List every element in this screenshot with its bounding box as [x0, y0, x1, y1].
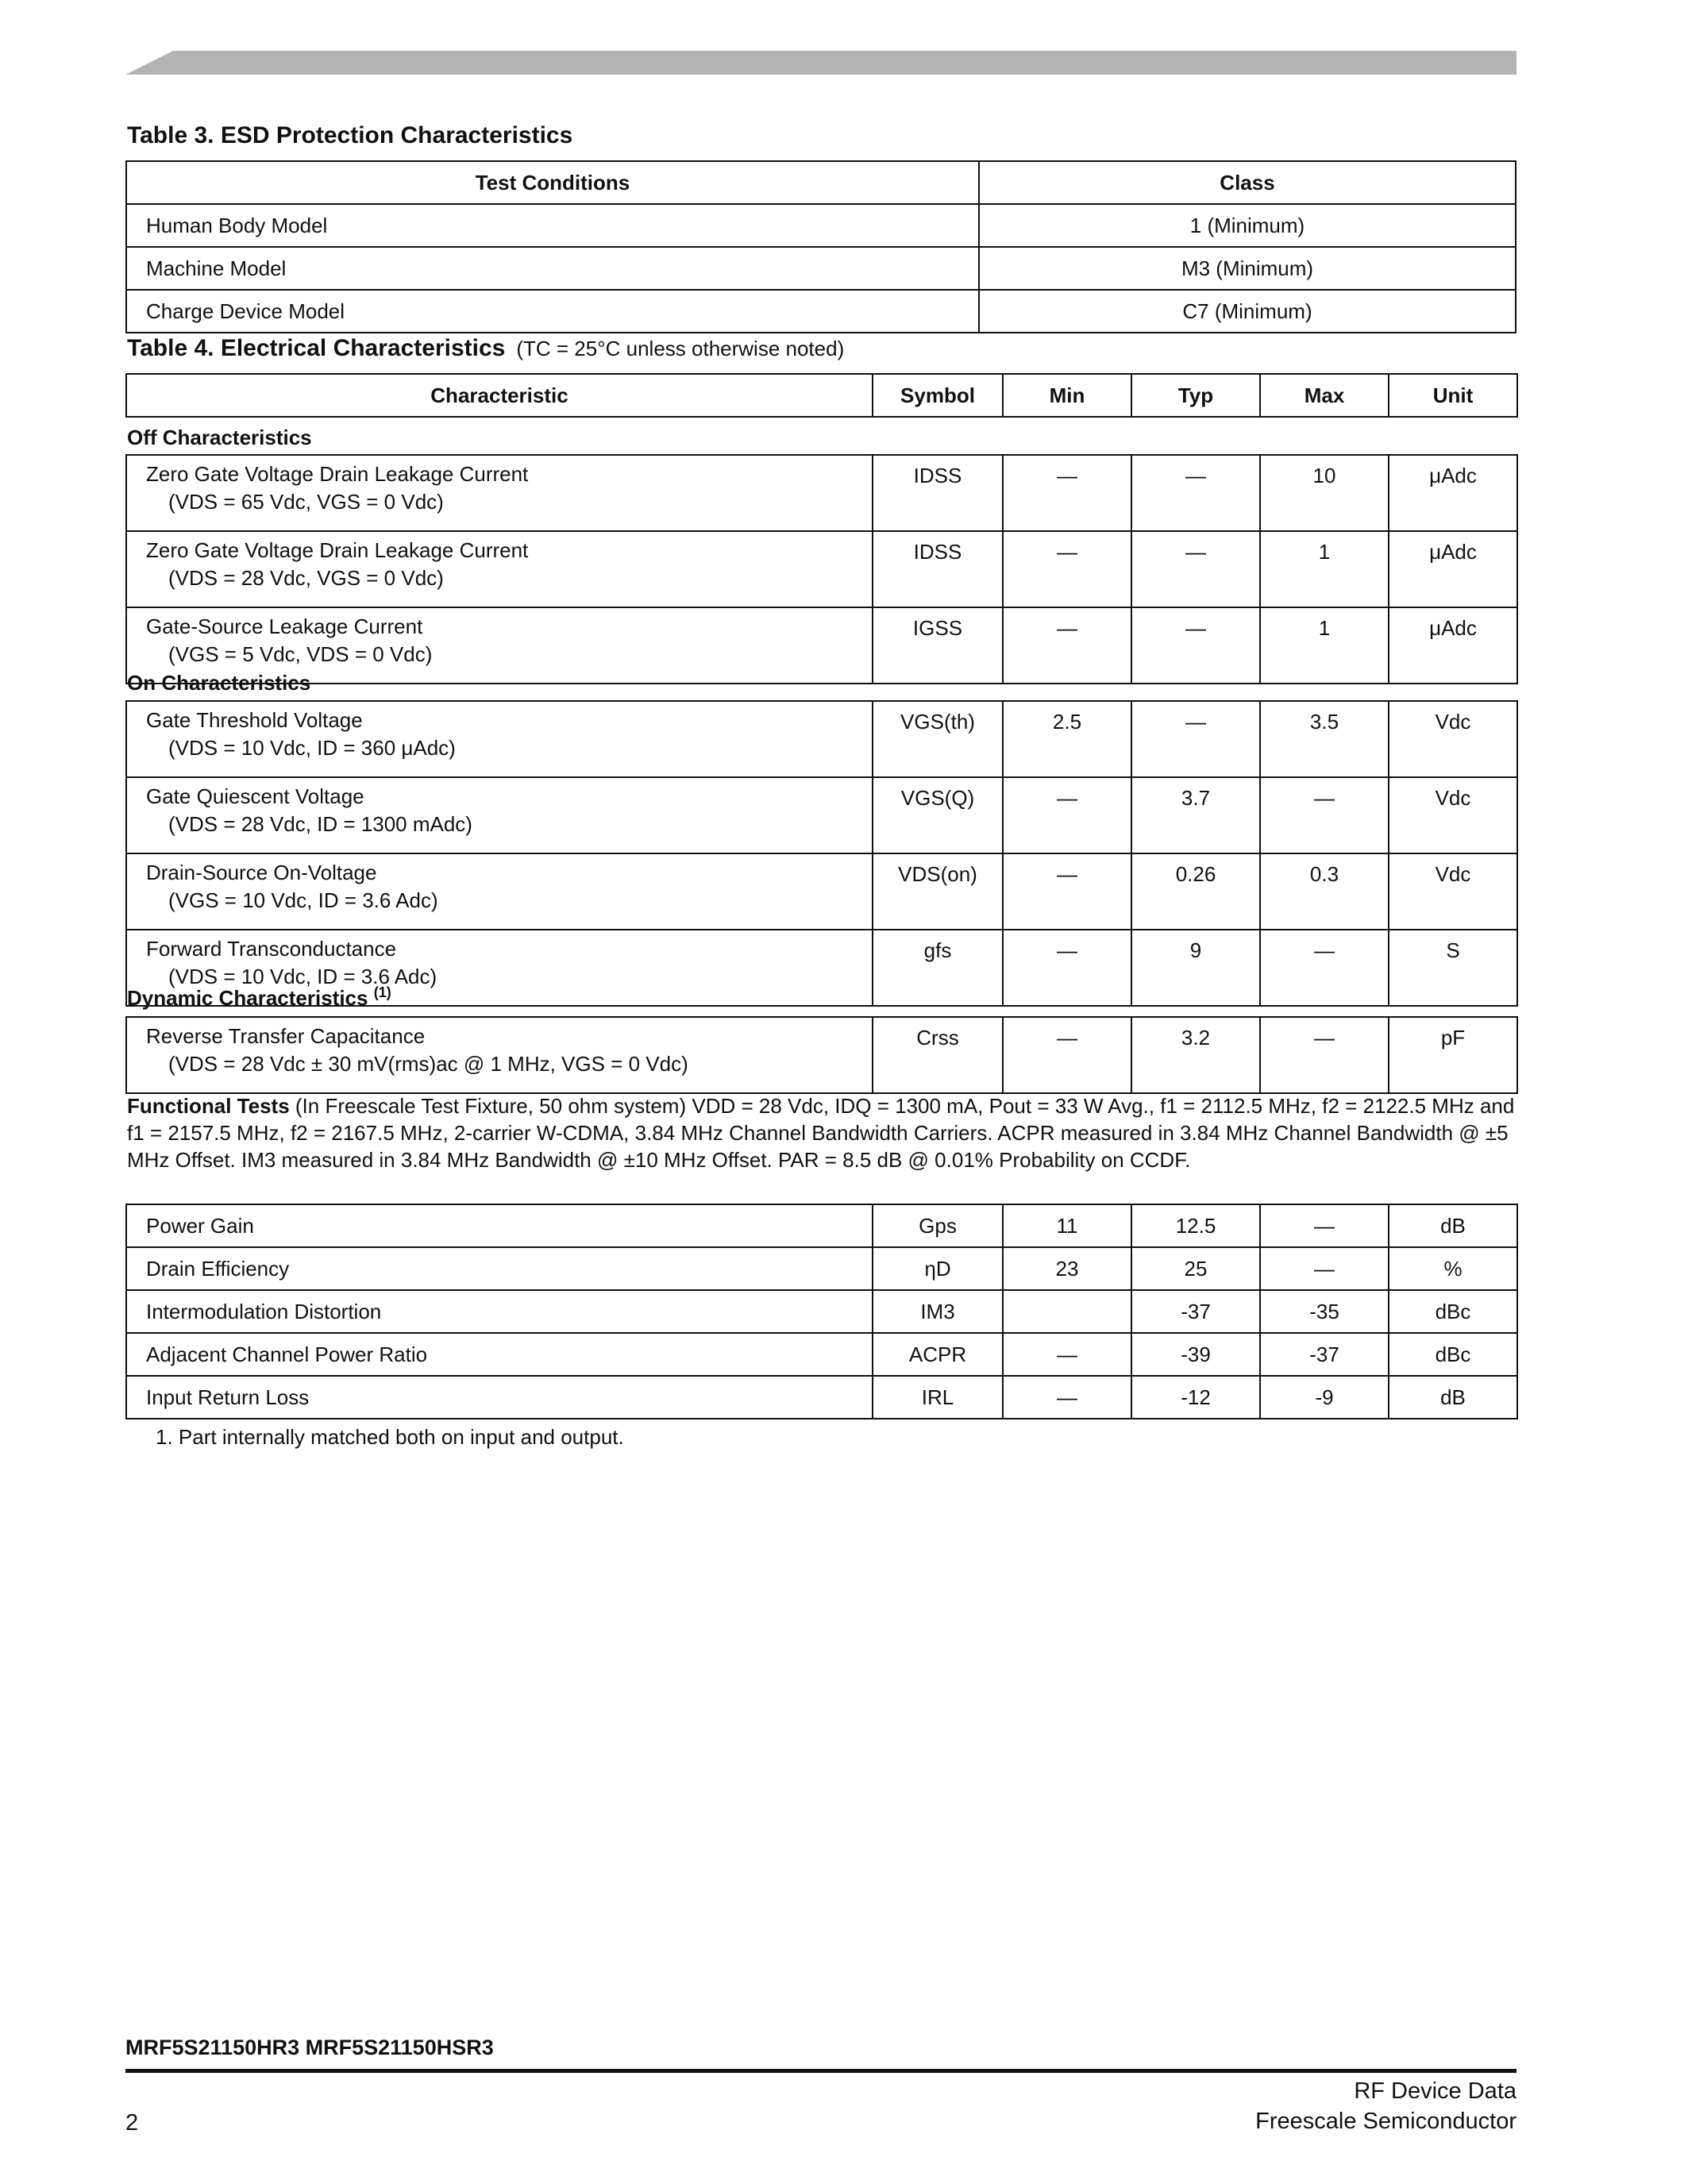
table-row — [126, 1290, 1517, 1333]
on-characteristics-table — [125, 700, 1518, 1007]
unit-cell: dB — [1389, 1376, 1517, 1419]
test-condition: (VGS = 10 Vdc, ID = 3.6 Adc) — [168, 888, 438, 912]
symbol-cell: IDSS — [873, 531, 1003, 607]
table-row — [126, 247, 1516, 290]
max-cell: 10 — [1260, 455, 1389, 531]
table4-condition: (TC = 25°C unless otherwise noted) — [516, 337, 845, 360]
dynamic-characteristics-label — [127, 986, 391, 1011]
characteristic-cell — [126, 1204, 873, 1247]
header-banner — [125, 51, 1517, 75]
characteristic-cell — [126, 701, 873, 777]
table-cell: Machine Model — [126, 247, 979, 290]
column-header: Typ — [1131, 374, 1260, 417]
footer-company: Freescale Semiconductor — [1255, 2109, 1517, 2134]
min-cell: — — [1003, 607, 1131, 684]
typ-cell: 0.26 — [1131, 853, 1260, 930]
functional-tests-label: Functional Tests — [127, 1094, 290, 1118]
min-cell: — — [1003, 853, 1131, 930]
characteristic-name: Gate-Source Leakage Current — [146, 614, 423, 638]
max-cell: 1 — [1260, 607, 1389, 684]
unit-cell: dBc — [1389, 1290, 1517, 1333]
characteristic-name: Power Gain — [146, 1213, 254, 1238]
typ-cell: 9 — [1131, 930, 1260, 1006]
table-row — [126, 853, 1517, 930]
characteristic-name: Drain Efficiency — [146, 1256, 290, 1281]
test-condition: (VDS = 28 Vdc, VGS = 0 Vdc) — [168, 566, 444, 590]
characteristic-name: Gate Threshold Voltage — [146, 708, 363, 732]
table3-header: Test Conditions — [126, 161, 979, 204]
functional-tests-table — [125, 1204, 1518, 1419]
max-cell: 1 — [1260, 531, 1389, 607]
characteristic-cell — [126, 1247, 873, 1290]
max-cell: — — [1260, 1017, 1389, 1093]
typ-cell: -37 — [1131, 1290, 1260, 1333]
table-row — [126, 531, 1517, 607]
symbol-cell: ACPR — [873, 1333, 1003, 1376]
table-row — [126, 1333, 1517, 1376]
min-cell: — — [1003, 531, 1131, 607]
typ-cell: 3.2 — [1131, 1017, 1260, 1093]
typ-cell: 3.7 — [1131, 777, 1260, 853]
symbol-cell: VGS(th) — [873, 701, 1003, 777]
column-header: Min — [1003, 374, 1131, 417]
test-condition: (VDS = 28 Vdc, ID = 1300 mAdc) — [168, 812, 472, 836]
symbol-cell: ηD — [873, 1247, 1003, 1290]
min-cell: 23 — [1003, 1247, 1131, 1290]
symbol-cell: VDS(on) — [873, 853, 1003, 930]
characteristic-name: Adjacent Channel Power Ratio — [146, 1342, 428, 1366]
min-cell: — — [1003, 777, 1131, 853]
unit-cell: dB — [1389, 1204, 1517, 1247]
dynamic-characteristics-table — [125, 1016, 1518, 1094]
page-number: 2 — [125, 2110, 139, 2136]
column-header: Max — [1260, 374, 1389, 417]
column-header: Unit — [1389, 374, 1517, 417]
characteristic-name: Zero Gate Voltage Drain Leakage Current — [146, 462, 529, 486]
test-condition: (VDS = 65 Vdc, VGS = 0 Vdc) — [168, 490, 444, 514]
on-characteristics-label: On Characteristics — [127, 671, 311, 695]
table-row — [126, 701, 1517, 777]
test-condition: (VGS = 5 Vdc, VDS = 0 Vdc) — [168, 642, 433, 666]
table3-header: Class — [979, 161, 1516, 204]
off-characteristics-label: Off Characteristics — [127, 426, 312, 449]
min-cell: — — [1003, 1376, 1131, 1419]
unit-cell: S — [1389, 930, 1517, 1006]
dynamic-label-text: Dynamic Characteristics — [127, 986, 368, 1010]
table3-title: Table 3. ESD Protection Characteristics — [127, 122, 573, 148]
unit-cell: Vdc — [1389, 853, 1517, 930]
table-cell: 1 (Minimum) — [979, 204, 1516, 247]
max-cell: 3.5 — [1260, 701, 1389, 777]
min-cell: — — [1003, 1017, 1131, 1093]
typ-cell: 12.5 — [1131, 1204, 1260, 1247]
column-header: Symbol — [873, 374, 1003, 417]
typ-cell: — — [1131, 607, 1260, 684]
max-cell: — — [1260, 1247, 1389, 1290]
min-cell — [1003, 1290, 1131, 1333]
characteristic-name: Forward Transconductance — [146, 937, 397, 961]
characteristic-cell — [126, 1290, 873, 1333]
unit-cell: μAdc — [1389, 607, 1517, 684]
characteristic-name: Zero Gate Voltage Drain Leakage Current — [146, 538, 529, 562]
min-cell: 2.5 — [1003, 701, 1131, 777]
table-row — [126, 204, 1516, 247]
symbol-cell: Crss — [873, 1017, 1003, 1093]
test-condition: (VDS = 10 Vdc, ID = 3.6 Adc) — [168, 965, 437, 988]
table-row — [126, 777, 1517, 853]
max-cell: 0.3 — [1260, 853, 1389, 930]
symbol-cell: IRL — [873, 1376, 1003, 1419]
column-header: Characteristic — [126, 374, 873, 417]
symbol-cell: Gps — [873, 1204, 1003, 1247]
table-row — [126, 455, 1517, 531]
characteristic-cell — [126, 1376, 873, 1419]
table3 — [125, 160, 1517, 333]
characteristic-name: Reverse Transfer Capacitance — [146, 1024, 426, 1048]
typ-cell: — — [1131, 701, 1260, 777]
characteristic-cell — [126, 1333, 873, 1376]
symbol-cell: gfs — [873, 930, 1003, 1006]
characteristic-name: Input Return Loss — [146, 1385, 310, 1409]
unit-cell: pF — [1389, 1017, 1517, 1093]
characteristic-name: Intermodulation Distortion — [146, 1299, 382, 1323]
unit-cell: dBc — [1389, 1333, 1517, 1376]
symbol-cell: IM3 — [873, 1290, 1003, 1333]
characteristic-name: Gate Quiescent Voltage — [146, 784, 364, 808]
table-row — [126, 607, 1517, 684]
unit-cell: % — [1389, 1247, 1517, 1290]
characteristic-name: Drain-Source On-Voltage — [146, 861, 377, 884]
max-cell: — — [1260, 777, 1389, 853]
table-row — [126, 1017, 1517, 1093]
characteristic-cell — [126, 531, 873, 607]
table4-header-row — [126, 374, 1517, 417]
characteristic-cell — [126, 777, 873, 853]
unit-cell: Vdc — [1389, 701, 1517, 777]
characteristic-cell — [126, 853, 873, 930]
characteristic-cell — [126, 1017, 873, 1093]
footer-part-numbers: MRF5S21150HR3 MRF5S21150HSR3 — [125, 2036, 494, 2059]
symbol-cell: IDSS — [873, 455, 1003, 531]
characteristic-cell — [126, 455, 873, 531]
table-row — [126, 290, 1516, 333]
table-cell: C7 (Minimum) — [979, 290, 1516, 333]
test-condition: (VDS = 28 Vdc ± 30 mV(rms)ac @ 1 MHz, VGS = 0 Vdc) — [168, 1052, 688, 1076]
table-cell: Human Body Model — [126, 204, 979, 247]
typ-cell: 25 — [1131, 1247, 1260, 1290]
min-cell: — — [1003, 1333, 1131, 1376]
footnote: 1. Part internally matched both on input and output. — [156, 1425, 624, 1449]
table-cell: Charge Device Model — [126, 290, 979, 333]
table4-title-text: Table 4. Electrical Characteristics — [127, 335, 506, 361]
table-row — [126, 1204, 1517, 1247]
typ-cell: -12 — [1131, 1376, 1260, 1419]
footer-rule — [125, 2069, 1517, 2073]
max-cell: — — [1260, 1204, 1389, 1247]
symbol-cell: IGSS — [873, 607, 1003, 684]
unit-cell: Vdc — [1389, 777, 1517, 853]
functional-tests-text: (In Freescale Test Fixture, 50 ohm system) VDD = 28 Vdc, IDQ = 1300 mA, Pout = 33 W Avg., f1 = 2112.5 MHz, f2 = 2122.5 MHz and f1 = 2157.5 MHz, f2 = 2167.5 MHz, 2-carrier W-CDMA, 3.84 MHz Channel Bandwidth Carriers. ACPR measured in 3.84 MHz Channel Bandwidth @ ±5 MHz Offset. IM3 measured in 3.84 MHz Bandwidth @ ±10 MHz Offset. PAR = 8.5 dB @ 0.01% Probability on CCDF. — [127, 1094, 1515, 1172]
table4-title — [127, 335, 844, 362]
table-cell: M3 (Minimum) — [979, 247, 1516, 290]
symbol-cell: VGS(Q) — [873, 777, 1003, 853]
unit-cell: μAdc — [1389, 531, 1517, 607]
off-characteristics-table — [125, 454, 1518, 684]
max-cell: -35 — [1260, 1290, 1389, 1333]
max-cell: — — [1260, 930, 1389, 1006]
min-cell: — — [1003, 455, 1131, 531]
footnote-ref: (1) — [373, 984, 391, 1000]
typ-cell: — — [1131, 455, 1260, 531]
table-row — [126, 1247, 1517, 1290]
table3-header-row — [126, 161, 1516, 204]
typ-cell: -39 — [1131, 1333, 1260, 1376]
min-cell: — — [1003, 930, 1131, 1006]
table4-header — [125, 373, 1518, 418]
unit-cell: μAdc — [1389, 455, 1517, 531]
max-cell: -37 — [1260, 1333, 1389, 1376]
test-condition: (VDS = 10 Vdc, ID = 360 μAdc) — [168, 736, 456, 760]
footer-doc-type: RF Device Data — [1354, 2078, 1517, 2104]
typ-cell: — — [1131, 531, 1260, 607]
min-cell: 11 — [1003, 1204, 1131, 1247]
max-cell: -9 — [1260, 1376, 1389, 1419]
table-row — [126, 1376, 1517, 1419]
functional-tests-paragraph — [127, 1092, 1524, 1173]
